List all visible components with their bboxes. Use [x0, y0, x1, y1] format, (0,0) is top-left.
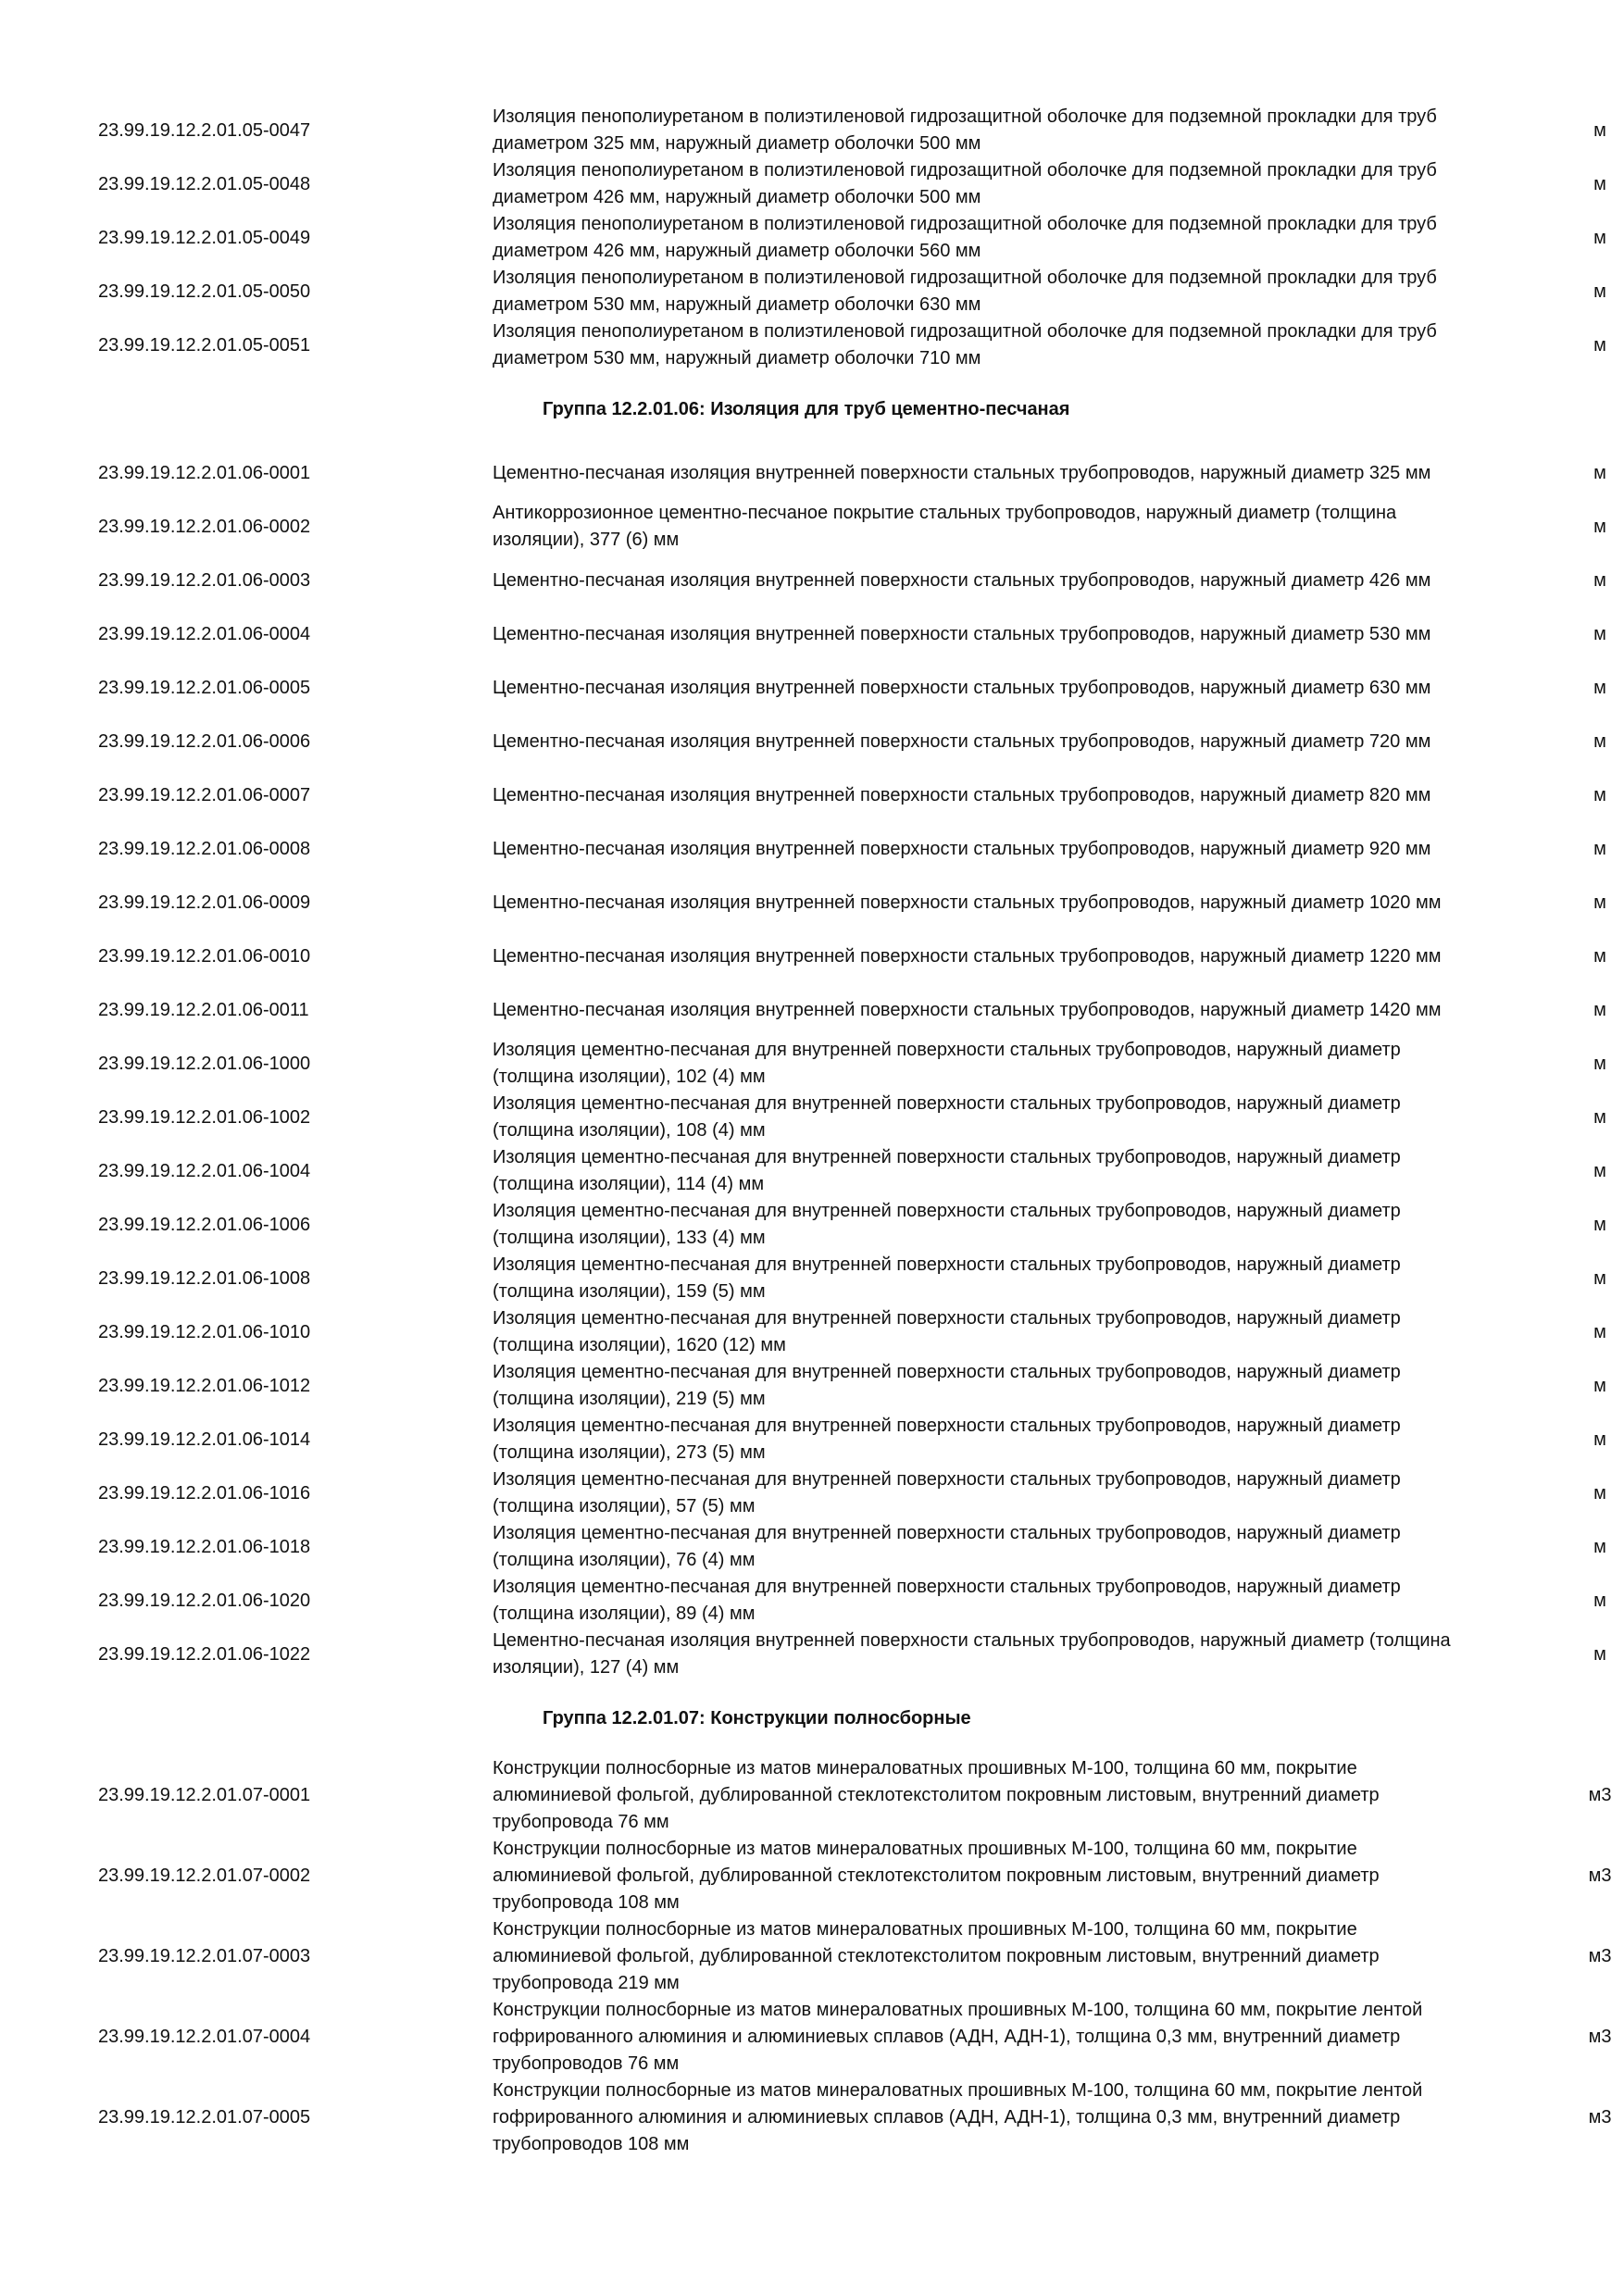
item-description: Изоляция пенополиуретаном в полиэтиленовой гидрозащитной оболочке для подземной прокладки для труб диаметром 530 мм, наружный диаметр оболочки 630 мм [493, 268, 1437, 315]
item-description: Антикоррозионное цементно-песчаное покрытие стальных трубопроводов, наружный диаметр (толщина изоляции), 377 (6) мм [493, 503, 1397, 550]
item-unit: м [1593, 1482, 1606, 1504]
table-row [0, 1520, 1624, 1574]
item-unit: м [1593, 1429, 1606, 1450]
item-unit: м [1593, 1375, 1606, 1396]
item-description: Изоляция цементно-песчаная для внутренней поверхности стальных трубопроводов, наружный диаметр (толщина изоляции), 114 (4) мм [493, 1147, 1401, 1194]
item-description: Изоляция пенополиуретаном в полиэтиленовой гидрозащитной оболочке для подземной прокладки для труб диаметром 426 мм, наружный диаметр оболочки 560 мм [493, 214, 1437, 261]
item-unit: м [1593, 462, 1606, 483]
item-description: Цементно-песчаная изоляция внутренней поверхности стальных трубопроводов, наружный диаметр 1420 мм [493, 999, 1442, 1020]
item-description: Изоляция цементно-песчаная для внутренней поверхности стальных трубопроводов, наружный диаметр (толщина изоляции), 159 (5) мм [493, 1254, 1401, 1302]
table-row [0, 822, 1624, 876]
item-description: Изоляция цементно-песчаная для внутренней поверхности стальных трубопроводов, наружный диаметр (толщина изоляции), 57 (5) мм [493, 1469, 1401, 1516]
table-row [0, 661, 1624, 715]
item-unit: м [1593, 623, 1606, 644]
item-code: 23.99.19.12.2.01.06-1002 [98, 1106, 311, 1128]
table-row [0, 1144, 1624, 1198]
item-unit: м [1593, 1321, 1606, 1342]
item-description: Изоляция цементно-песчаная для внутренней поверхности стальных трубопроводов, наружный диаметр (толщина изоляции), 76 (4) мм [493, 1523, 1401, 1570]
item-unit: м [1593, 730, 1606, 752]
table-row [0, 265, 1624, 318]
item-code: 23.99.19.12.2.01.06-0007 [98, 784, 311, 805]
table-row [0, 607, 1624, 661]
item-unit: м [1593, 1590, 1606, 1611]
item-code: 23.99.19.12.2.01.06-0001 [98, 462, 311, 483]
item-unit: м [1593, 999, 1606, 1020]
item-unit: м [1593, 569, 1606, 591]
item-description: Конструкции полносборные из матов минераловатных прошивных М-100, толщина 60 мм, покрытие алюминиевой фольгой, дублированной стеклотекстолитом покровным листовым, внутренний диаметр трубопровода 76 мм [493, 1758, 1380, 1832]
item-unit: м [1593, 945, 1606, 967]
item-code: 23.99.19.12.2.01.07-0003 [98, 1946, 311, 1966]
group-heading [0, 372, 1624, 446]
item-code: 23.99.19.12.2.01.07-0005 [98, 2107, 311, 2128]
item-unit: м [1593, 173, 1606, 194]
table-row [0, 1037, 1624, 1091]
table-row [0, 446, 1624, 500]
item-description: Изоляция цементно-песчаная для внутренней поверхности стальных трубопроводов, наружный диаметр (толщина изоляции), 108 (4) мм [493, 1093, 1401, 1141]
item-unit: м3 [1588, 2107, 1612, 2128]
item-description: Цементно-песчаная изоляция внутренней поверхности стальных трубопроводов, наружный диаметр 426 мм [493, 569, 1431, 591]
item-code: 23.99.19.12.2.01.06-1022 [98, 1643, 311, 1665]
table-row [0, 1628, 1624, 1681]
item-unit: м [1593, 838, 1606, 859]
table-row [0, 715, 1624, 768]
item-unit: м [1593, 1160, 1606, 1181]
table-row [0, 1916, 1624, 1997]
item-code: 23.99.19.12.2.01.05-0047 [98, 119, 311, 141]
document-body [0, 104, 1624, 2158]
item-description: Цементно-песчаная изоляция внутренней поверхности стальных трубопроводов, наружный диаметр 920 мм [493, 838, 1431, 859]
item-code: 23.99.19.12.2.01.06-1010 [98, 1321, 311, 1342]
group-title: Группа 12.2.01.07: Конструкции полносборные [543, 1707, 971, 1728]
item-unit: м [1593, 1106, 1606, 1128]
item-code: 23.99.19.12.2.01.05-0049 [98, 227, 311, 248]
item-code: 23.99.19.12.2.01.07-0004 [98, 2027, 311, 2047]
item-description: Цементно-песчаная изоляция внутренней поверхности стальных трубопроводов, наружный диаметр 1220 мм [493, 945, 1442, 967]
item-description: Цементно-песчаная изоляция внутренней поверхности стальных трубопроводов, наружный диаметр 1020 мм [493, 892, 1442, 913]
table-row [0, 1466, 1624, 1520]
item-code: 23.99.19.12.2.01.06-0008 [98, 838, 311, 859]
item-unit: м [1593, 677, 1606, 698]
item-description: Изоляция цементно-песчаная для внутренней поверхности стальных трубопроводов, наружный диаметр (толщина изоляции), 89 (4) мм [493, 1577, 1401, 1624]
table-row [0, 983, 1624, 1037]
item-unit: м [1593, 784, 1606, 805]
item-unit: м [1593, 119, 1606, 141]
item-description: Изоляция цементно-песчаная для внутренней поверхности стальных трубопроводов, наружный диаметр (толщина изоляции), 1620 (12) мм [493, 1308, 1401, 1355]
item-code: 23.99.19.12.2.01.06-1018 [98, 1536, 311, 1557]
table-row [0, 1574, 1624, 1628]
item-code: 23.99.19.12.2.01.06-0002 [98, 516, 311, 537]
item-code: 23.99.19.12.2.01.05-0048 [98, 173, 311, 194]
item-unit: м3 [1588, 1946, 1612, 1966]
item-description: Цементно-песчаная изоляция внутренней поверхности стальных трубопроводов, наружный диаметр 720 мм [493, 730, 1431, 752]
table-row [0, 1252, 1624, 1305]
item-unit: м [1593, 516, 1606, 537]
table-row [0, 1836, 1624, 1916]
item-description: Изоляция пенополиуретаном в полиэтиленовой гидрозащитной оболочке для подземной прокладки для труб диаметром 426 мм, наружный диаметр оболочки 500 мм [493, 160, 1437, 207]
item-unit: м [1593, 334, 1606, 356]
table-row [0, 500, 1624, 554]
item-code: 23.99.19.12.2.01.06-1016 [98, 1482, 311, 1504]
item-code: 23.99.19.12.2.01.06-0004 [98, 623, 311, 644]
item-description: Изоляция пенополиуретаном в полиэтиленовой гидрозащитной оболочке для подземной прокладки для труб диаметром 530 мм, наружный диаметр оболочки 710 мм [493, 321, 1437, 368]
table-row [0, 1305, 1624, 1359]
group-heading [0, 1681, 1624, 1755]
item-description: Изоляция цементно-песчаная для внутренней поверхности стальных трубопроводов, наружный диаметр (толщина изоляции), 219 (5) мм [493, 1362, 1401, 1409]
item-code: 23.99.19.12.2.01.05-0051 [98, 334, 311, 356]
item-code: 23.99.19.12.2.01.06-1014 [98, 1429, 311, 1450]
table-row [0, 876, 1624, 930]
item-code: 23.99.19.12.2.01.06-0005 [98, 677, 311, 698]
item-unit: м3 [1588, 1785, 1612, 1805]
table-row [0, 1359, 1624, 1413]
table-row [0, 1091, 1624, 1144]
item-unit: м3 [1588, 2027, 1612, 2047]
item-code: 23.99.19.12.2.01.06-0006 [98, 730, 311, 752]
item-unit: м [1593, 1267, 1606, 1289]
group-title: Группа 12.2.01.06: Изоляция для труб цементно-песчаная [543, 398, 1070, 419]
item-description: Конструкции полносборные из матов минераловатных прошивных М-100, толщина 60 мм, покрытие алюминиевой фольгой, дублированной стеклотекстолитом покровным листовым, внутренний диаметр трубопровода 108 мм [493, 1839, 1380, 1913]
item-description: Изоляция пенополиуретаном в полиэтиленовой гидрозащитной оболочке для подземной прокладки для труб диаметром 325 мм, наружный диаметр оболочки 500 мм [493, 106, 1437, 154]
item-code: 23.99.19.12.2.01.06-1006 [98, 1214, 311, 1235]
item-unit: м [1593, 1053, 1606, 1074]
item-code: 23.99.19.12.2.01.05-0050 [98, 281, 311, 302]
item-description: Изоляция цементно-песчаная для внутренней поверхности стальных трубопроводов, наружный диаметр (толщина изоляции), 102 (4) мм [493, 1040, 1401, 1087]
item-code: 23.99.19.12.2.01.07-0002 [98, 1866, 311, 1886]
item-unit: м [1593, 227, 1606, 248]
item-description: Цементно-песчаная изоляция внутренней поверхности стальных трубопроводов, наружный диаметр 325 мм [493, 462, 1431, 483]
item-code: 23.99.19.12.2.01.06-0010 [98, 945, 311, 967]
item-code: 23.99.19.12.2.01.06-1004 [98, 1160, 311, 1181]
item-description: Изоляция цементно-песчаная для внутренней поверхности стальных трубопроводов, наружный диаметр (толщина изоляции), 273 (5) мм [493, 1416, 1401, 1463]
item-unit: м [1593, 281, 1606, 302]
item-description: Цементно-песчаная изоляция внутренней поверхности стальных трубопроводов, наружный диаметр 820 мм [493, 784, 1431, 805]
item-unit: м3 [1588, 1866, 1612, 1886]
item-code: 23.99.19.12.2.01.06-1020 [98, 1590, 311, 1611]
item-description: Конструкции полносборные из матов минераловатных прошивных М-100, толщина 60 мм, покрытие лентой гофрированного алюминия и алюминиевых сплавов (АДН, АДН-1), толщина 0,3 мм, внутренний диаметр трубопроводов 108 мм [493, 2080, 1423, 2154]
table-row [0, 104, 1624, 157]
table-row [0, 554, 1624, 607]
item-code: 23.99.19.12.2.01.07-0001 [98, 1785, 311, 1805]
item-description: Изоляция цементно-песчаная для внутренней поверхности стальных трубопроводов, наружный диаметр (толщина изоляции), 133 (4) мм [493, 1201, 1401, 1248]
table-row [0, 1198, 1624, 1252]
item-code: 23.99.19.12.2.01.06-1012 [98, 1375, 311, 1396]
table-row [0, 768, 1624, 822]
item-code: 23.99.19.12.2.01.06-0003 [98, 569, 311, 591]
item-description: Конструкции полносборные из матов минераловатных прошивных М-100, толщина 60 мм, покрытие алюминиевой фольгой, дублированной стеклотекстолитом покровным листовым, внутренний диаметр трубопровода 219 мм [493, 1919, 1380, 1993]
table-row [0, 1413, 1624, 1466]
item-description: Цементно-песчаная изоляция внутренней поверхности стальных трубопроводов, наружный диаметр (толщина изоляции), 127 (4) мм [493, 1630, 1451, 1678]
item-unit: м [1593, 1643, 1606, 1665]
item-description: Конструкции полносборные из матов минераловатных прошивных М-100, толщина 60 мм, покрытие лентой гофрированного алюминия и алюминиевых сплавов (АДН, АДН-1), толщина 0,3 мм, внутренний диаметр трубопроводов 76 мм [493, 2000, 1423, 2074]
table-row [0, 2078, 1624, 2158]
item-description: Цементно-песчаная изоляция внутренней поверхности стальных трубопроводов, наружный диаметр 630 мм [493, 677, 1431, 698]
table-row [0, 157, 1624, 211]
item-code: 23.99.19.12.2.01.06-0009 [98, 892, 311, 913]
item-code: 23.99.19.12.2.01.06-1008 [98, 1267, 311, 1289]
table-row [0, 930, 1624, 983]
table-row [0, 1997, 1624, 2078]
item-code: 23.99.19.12.2.01.06-0011 [98, 999, 309, 1020]
item-description: Цементно-песчаная изоляция внутренней поверхности стальных трубопроводов, наружный диаметр 530 мм [493, 623, 1431, 644]
table-row [0, 211, 1624, 265]
item-unit: м [1593, 1214, 1606, 1235]
table-row [0, 1755, 1624, 1836]
item-unit: м [1593, 1536, 1606, 1557]
item-unit: м [1593, 892, 1606, 913]
item-code: 23.99.19.12.2.01.06-1000 [98, 1053, 311, 1074]
table-row [0, 318, 1624, 372]
